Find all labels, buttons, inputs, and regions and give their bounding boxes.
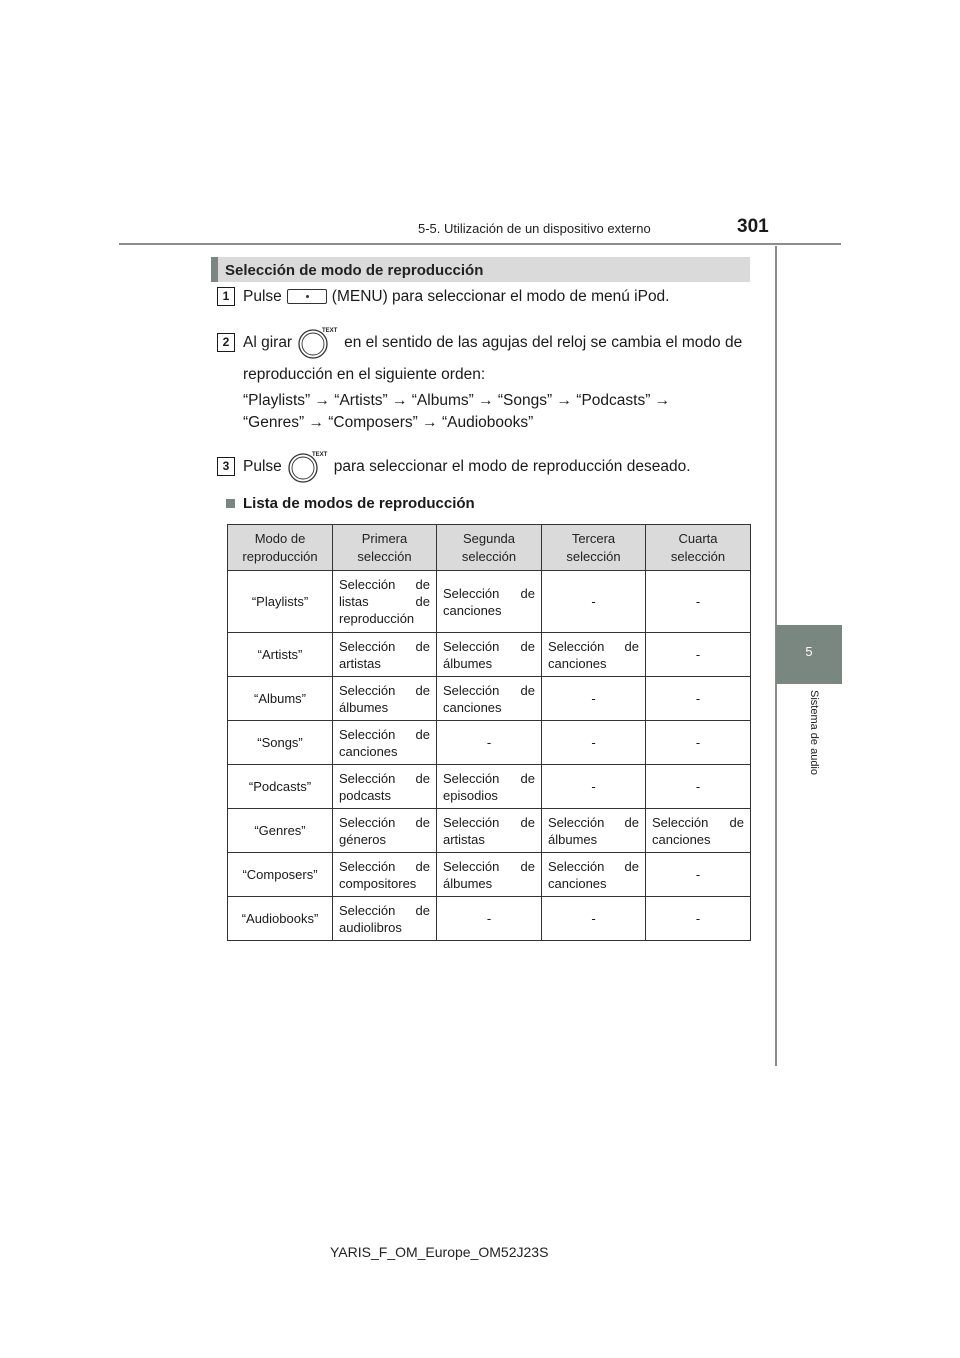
step-number-2: 2 bbox=[217, 333, 235, 352]
selection-cell: Selección de álbumes bbox=[542, 809, 646, 853]
mode-cell: “Audiobooks” bbox=[228, 897, 333, 941]
table-row bbox=[228, 633, 751, 677]
step-2-before: Al girar bbox=[243, 334, 293, 352]
step-3-text bbox=[243, 450, 691, 484]
table-row bbox=[228, 809, 751, 853]
section-breadcrumb: 5-5. Utilización de un dispositivo externo bbox=[418, 221, 651, 236]
table-row bbox=[228, 897, 751, 941]
selection-cell: Selección de álbumes bbox=[437, 853, 542, 897]
page-number: 301 bbox=[737, 216, 769, 237]
selection-cell: Selección de canciones bbox=[542, 853, 646, 897]
column-header bbox=[228, 525, 333, 571]
selection-cell: - bbox=[437, 897, 542, 941]
step-1-after: (MENU) para seleccionar el modo de menú iPod. bbox=[331, 288, 670, 305]
selection-cell: Selección de canciones bbox=[646, 809, 751, 853]
table-row bbox=[228, 721, 751, 765]
column-header bbox=[333, 525, 437, 571]
selection-cell: - bbox=[542, 677, 646, 721]
selection-cell: Selección de episodios bbox=[437, 765, 542, 809]
step-3-before: Pulse bbox=[243, 458, 282, 476]
knob-label: TEXT bbox=[311, 452, 328, 458]
column-header bbox=[646, 525, 751, 571]
text-knob-icon bbox=[296, 326, 340, 360]
mode-cell: “Podcasts” bbox=[228, 765, 333, 809]
column-header-line: Segunda bbox=[462, 530, 516, 546]
step-2-order-1: “Playlists” → “Artists” → “Albums” → “Songs” → “Podcasts” → bbox=[243, 392, 671, 409]
table-row bbox=[228, 571, 751, 633]
step-1-before: Pulse bbox=[243, 288, 282, 305]
header-rule bbox=[119, 243, 841, 245]
selection-cell: - bbox=[646, 677, 751, 721]
selection-cell: Selección de canciones bbox=[437, 571, 542, 633]
column-header-line: selección bbox=[461, 548, 517, 564]
selection-cell: - bbox=[437, 721, 542, 765]
selection-cell: - bbox=[646, 765, 751, 809]
column-header bbox=[542, 525, 646, 571]
section-bar-accent bbox=[211, 257, 218, 282]
column-header-line: Modo de bbox=[254, 530, 306, 546]
chapter-number: 5 bbox=[805, 644, 813, 659]
table-row bbox=[228, 677, 751, 721]
column-header bbox=[437, 525, 542, 571]
selection-cell: - bbox=[542, 897, 646, 941]
column-header-line: selección bbox=[670, 548, 726, 564]
step-number-1: 1 bbox=[217, 287, 235, 306]
selection-cell: - bbox=[542, 571, 646, 633]
selection-cell: - bbox=[646, 571, 751, 633]
column-header-line: Tercera bbox=[571, 530, 616, 546]
column-header-line: reproducción bbox=[242, 548, 318, 564]
selection-cell: - bbox=[542, 765, 646, 809]
modes-table bbox=[227, 524, 751, 941]
selection-cell: Selección de canciones bbox=[542, 633, 646, 677]
text-knob-icon bbox=[286, 450, 330, 484]
selection-cell: Selección de canciones bbox=[333, 721, 437, 765]
step-number-3: 3 bbox=[217, 457, 235, 476]
mode-cell: “Albums” bbox=[228, 677, 333, 721]
mode-cell: “Playlists” bbox=[228, 571, 333, 633]
mode-cell: “Artists” bbox=[228, 633, 333, 677]
table-row bbox=[228, 853, 751, 897]
section-title: Selección de modo de reproducción bbox=[225, 262, 484, 279]
selection-cell: Selección de listas de reproducción bbox=[333, 571, 437, 633]
mode-cell: “Songs” bbox=[228, 721, 333, 765]
selection-cell: Selección de géneros bbox=[333, 809, 437, 853]
column-header-line: selección bbox=[357, 548, 412, 564]
mode-cell: “Genres” bbox=[228, 809, 333, 853]
selection-cell: - bbox=[646, 853, 751, 897]
table-header-row bbox=[228, 525, 751, 571]
column-header-line: selección bbox=[566, 548, 621, 564]
selection-cell: - bbox=[542, 721, 646, 765]
selection-cell: - bbox=[646, 897, 751, 941]
step-2-after: en el sentido de las agujas del reloj se cambia el modo de bbox=[344, 334, 743, 352]
document-code: YARIS_F_OM_Europe_OM52J23S bbox=[330, 1244, 549, 1260]
knob-label: TEXT bbox=[322, 328, 338, 334]
selection-cell: Selección de audiolibros bbox=[333, 897, 437, 941]
column-header-line: Cuarta bbox=[678, 530, 718, 546]
list-title: Lista de modos de reproducción bbox=[243, 495, 475, 512]
column-header-line: Primera bbox=[361, 530, 408, 546]
step-2-text bbox=[243, 326, 742, 360]
selection-cell: Selección de compositores bbox=[333, 853, 437, 897]
selection-cell: - bbox=[646, 633, 751, 677]
step-3-after: para seleccionar el modo de reproducción deseado. bbox=[333, 458, 691, 476]
selection-cell: Selección de podcasts bbox=[333, 765, 437, 809]
mode-cell: “Composers” bbox=[228, 853, 333, 897]
selection-cell: Selección de artistas bbox=[333, 633, 437, 677]
selection-cell: Selección de canciones bbox=[437, 677, 542, 721]
table-body bbox=[228, 571, 751, 941]
step-2-line2: reproducción en el siguiente orden: bbox=[243, 366, 486, 383]
selection-cell: - bbox=[646, 721, 751, 765]
selection-cell: Selección de álbumes bbox=[333, 677, 437, 721]
step-2-order-2: “Genres” → “Composers” → “Audiobooks” bbox=[243, 414, 534, 431]
step-1-text bbox=[243, 288, 670, 306]
chapter-title: Sistema de audio bbox=[808, 690, 820, 775]
selection-cell: Selección de artistas bbox=[437, 809, 542, 853]
list-bullet bbox=[226, 499, 235, 508]
table-row bbox=[228, 765, 751, 809]
selection-cell: Selección de álbumes bbox=[437, 633, 542, 677]
menu-button-icon bbox=[287, 289, 327, 304]
